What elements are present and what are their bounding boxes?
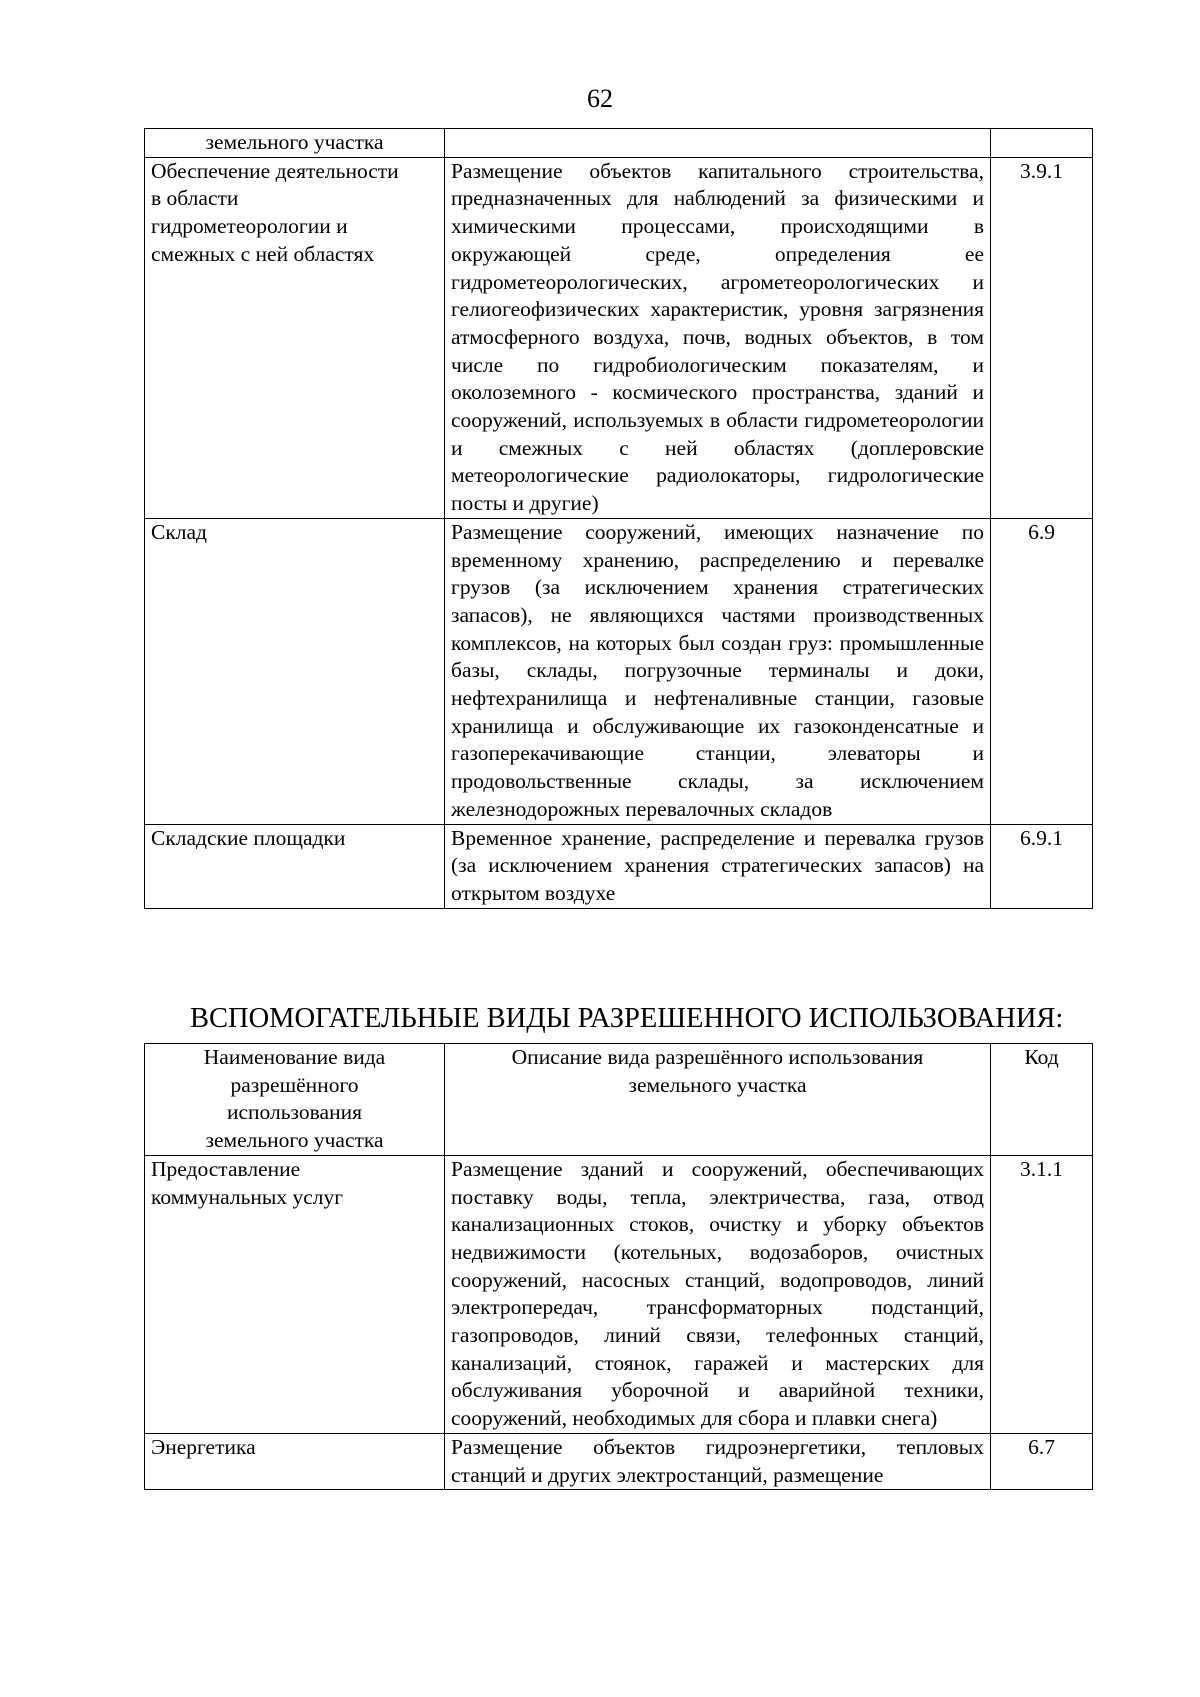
land-use-name-text: Предоставление коммунальных услуг: [151, 1156, 344, 1209]
table-row: [145, 824, 1093, 908]
land-use-code-cell: 6.9.1: [991, 824, 1093, 908]
land-use-description-cell: Размещение зданий и сооружений, обеспечивающих поставку воды, тепла, электричества, газа, отвод канализационных стоков, очистку и уборку объектов недвижимости (котельных, водозаборов, очистных сооружений, насосных станций, водопроводов, линий электропередач, трансформаторных подстанций, газопроводов, линий связи, телефонных станций, канализаций, стоянок, гаражей и мастерских для обслуживания уборочной и аварийной техники, сооружений, необходимых для сбора и плавки снега): [445, 1155, 991, 1433]
table-header-row: [145, 1044, 1093, 1156]
header-name-text: Наименование вида разрешённого использования земельного участка: [203, 1045, 386, 1153]
table-row: [145, 1155, 1093, 1433]
land-use-description-cell: [445, 129, 991, 158]
header-name-cell: [145, 1044, 445, 1156]
table-row: [145, 1433, 1093, 1489]
land-use-name-cell: [145, 1155, 445, 1433]
table-row: [145, 518, 1093, 824]
land-use-description-cell: Временное хранение, распределение и перевалка грузов (за исключением хранения стратегических запасов) на открытом воздухе: [445, 824, 991, 908]
land-use-code-cell: 3.1.1: [991, 1155, 1093, 1433]
land-use-name-cell: Склад: [145, 518, 445, 824]
land-use-code-cell: 3.9.1: [991, 157, 1093, 518]
main-land-use-table: [144, 128, 1093, 909]
land-use-description-cell: Размещение объектов гидроэнергетики, тепловых станций и других электростанций, размещение: [445, 1433, 991, 1489]
table-row: [145, 157, 1093, 518]
land-use-name-cell: Энергетика: [145, 1433, 445, 1489]
land-use-code-cell: 6.7: [991, 1433, 1093, 1489]
table-row-continued: [145, 129, 1093, 158]
section-heading: ВСПОМОГАТЕЛЬНЫЕ ВИДЫ РАЗРЕШЕННОГО ИСПОЛЬЗОВАНИЯ:: [190, 1003, 1064, 1034]
land-use-code-cell: [991, 129, 1093, 158]
land-use-name-cell: земельного участка: [145, 129, 445, 158]
land-use-name-cell: Складские площадки: [145, 824, 445, 908]
header-description-cell: [445, 1044, 991, 1156]
header-description-text: Описание вида разрешённого использования земельного участка: [511, 1045, 924, 1097]
land-use-name-cell: [145, 157, 445, 518]
auxiliary-land-use-table: [144, 1043, 1093, 1490]
page-number: 62: [587, 84, 613, 113]
land-use-description-cell: Размещение объектов капитального строительства, предназначенных для наблюдений за физическими и химическими процессами, происходящими в окружающей среде, определения ее гидрометеорологических, агрометеорологических и гелиогеофизических характеристик, уровня загрязнения атмосферного воздуха, почв, водных объектов, в том числе по гидробиологическим показателям, и околоземного - космического пространства, зданий и сооружений, используемых в области гидрометеорологии и смежных с ней областях (доплеровские метеорологические радиолокаторы, гидрологические посты и другие): [445, 157, 991, 518]
land-use-description-cell: Размещение сооружений, имеющих назначение по временному хранению, распределению и перевалке грузов (за исключением хранения стратегических запасов), не являющихся частями производственных комплексов, на которых был создан груз: промышленные базы, склады, погрузочные терминалы и доки, нефтехранилища и нефтеналивные станции, газовые хранилища и обслуживающие их газоконденсатные и газоперекачивающие станции, элеваторы и продовольственные склады, за исключением железнодорожных перевалочных складов: [445, 518, 991, 824]
header-code-cell: Код: [991, 1044, 1093, 1156]
land-use-name-text: Обеспечение деятельности в области гидрометеорологии и смежных с ней областях: [151, 158, 399, 266]
land-use-code-cell: 6.9: [991, 518, 1093, 824]
